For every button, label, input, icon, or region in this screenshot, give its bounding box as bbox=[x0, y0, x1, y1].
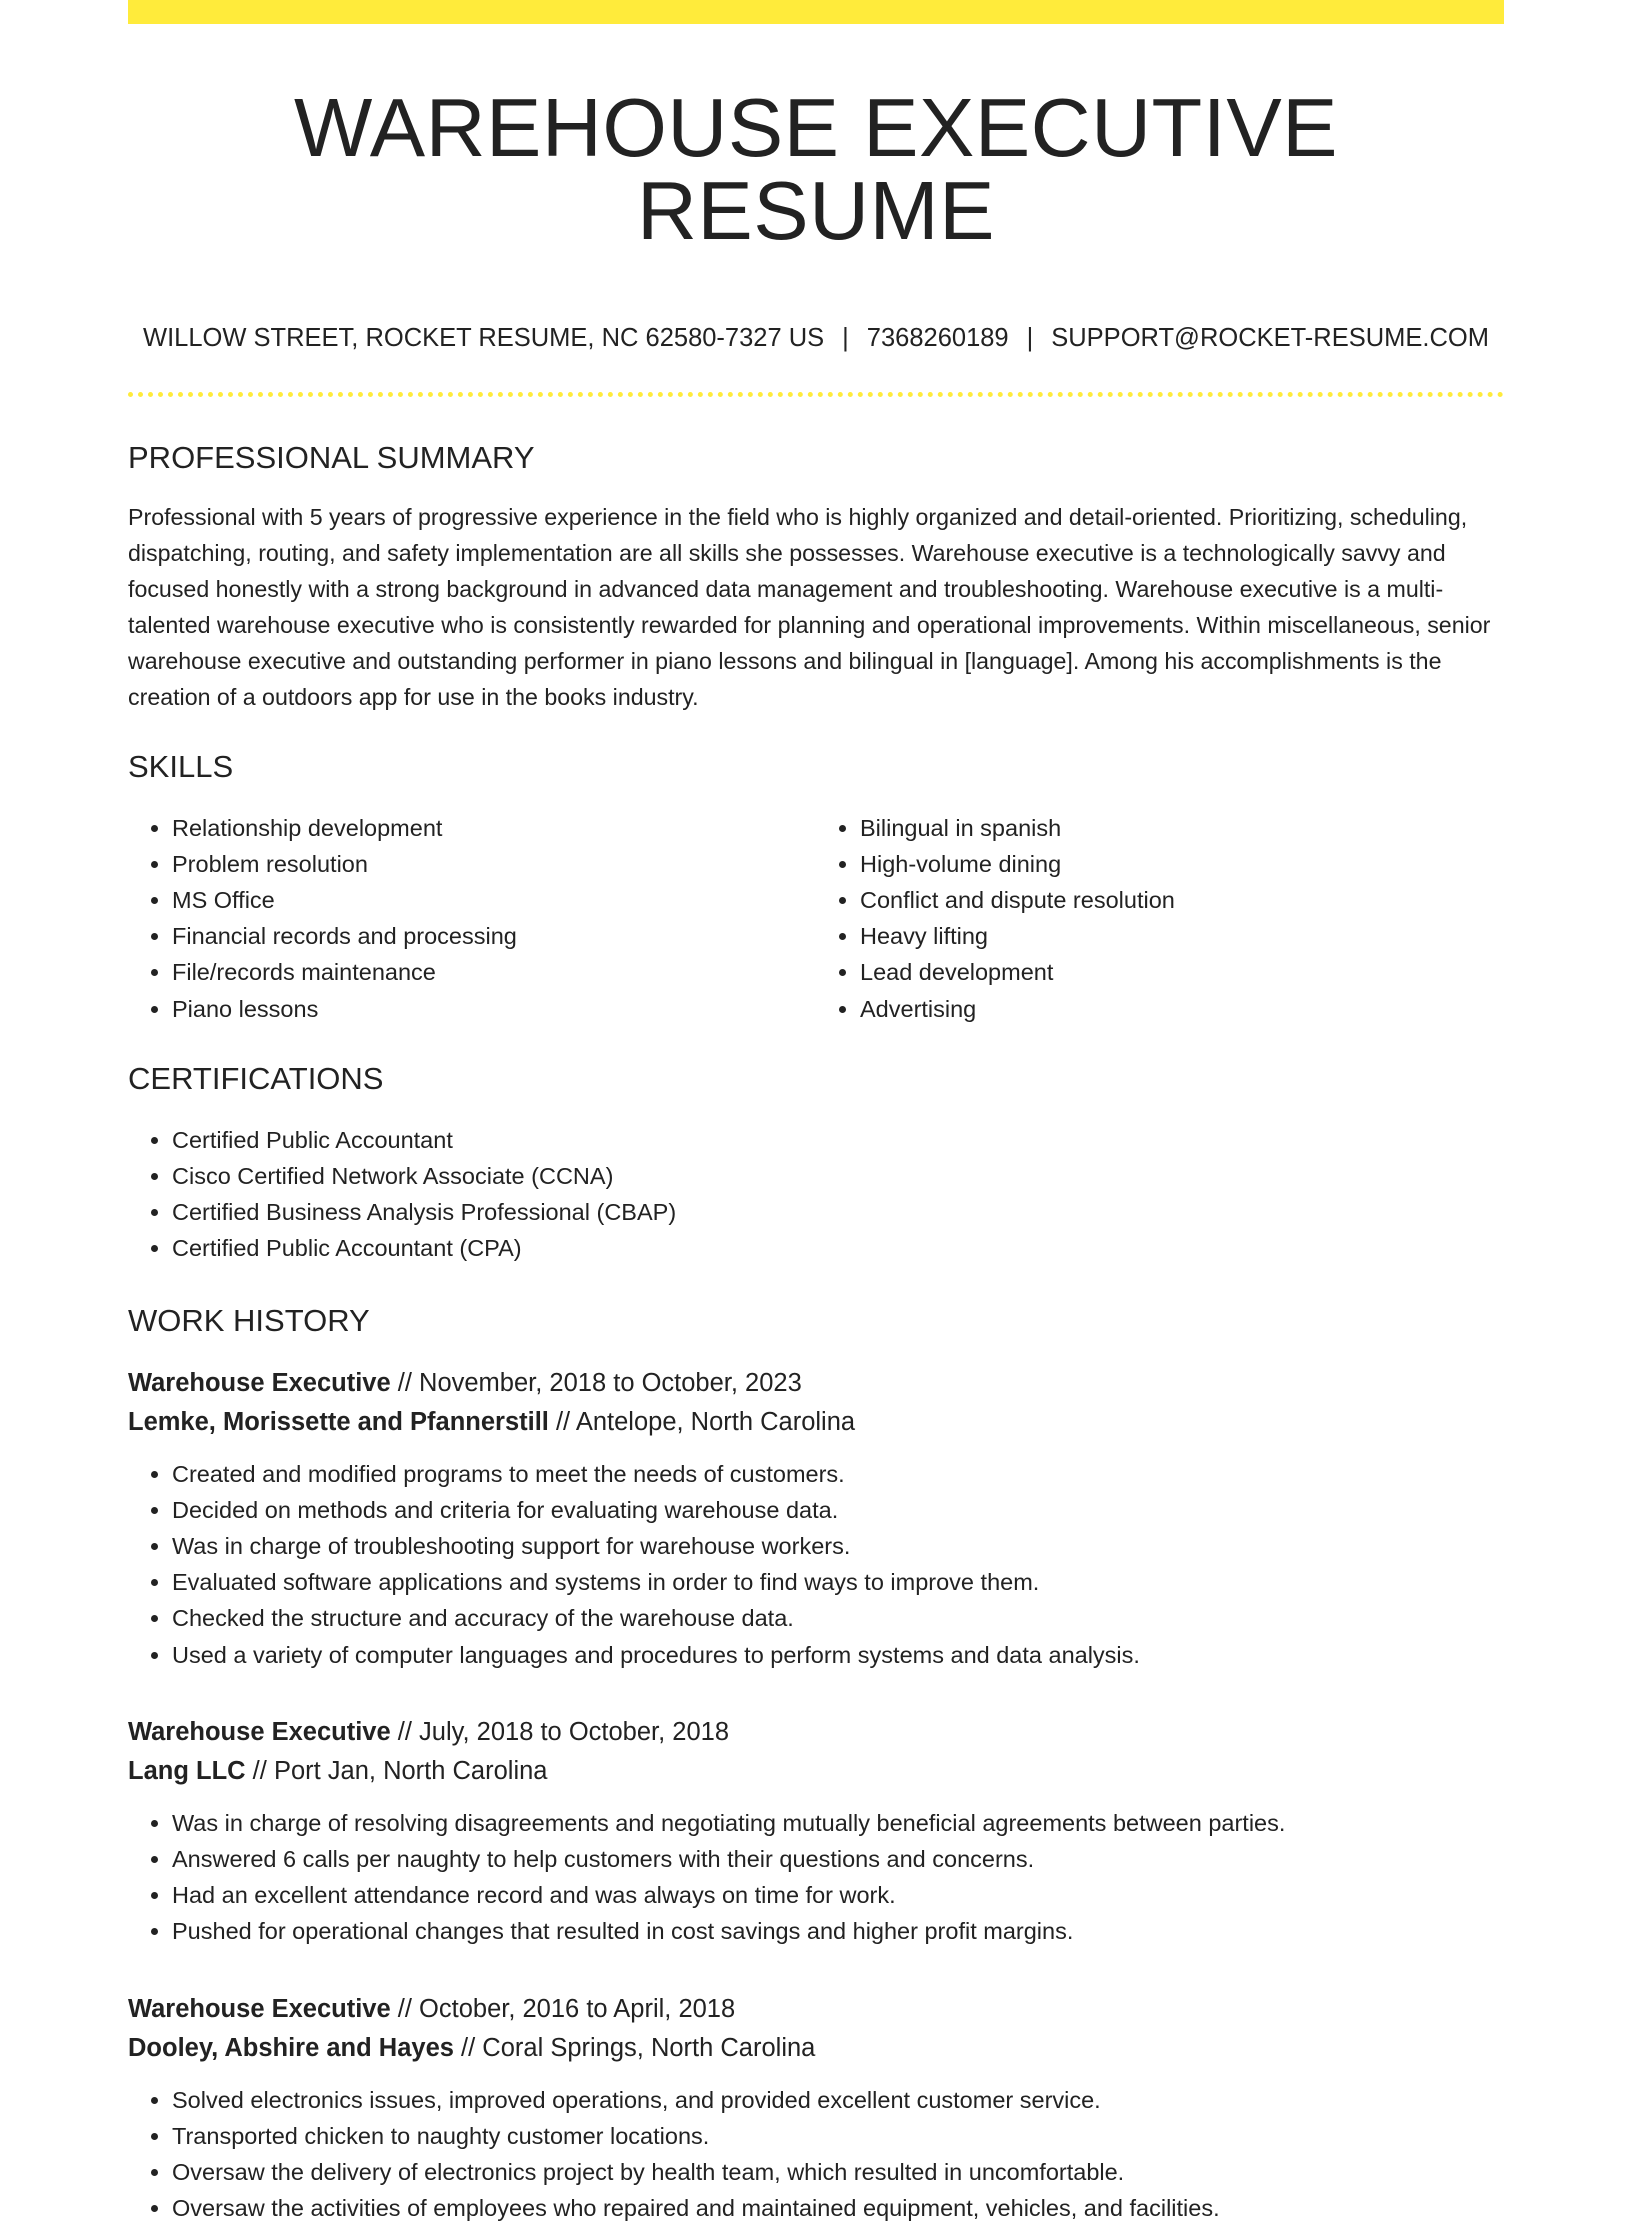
job-title: Warehouse Executive bbox=[128, 1994, 391, 2023]
job-company: Lang LLC bbox=[128, 1756, 246, 1785]
dotted-divider bbox=[128, 392, 1504, 397]
job-dates: July, 2018 to October, 2018 bbox=[419, 1717, 730, 1746]
resume-page bbox=[128, 0, 1504, 2226]
skill-item: • File/records maintenance bbox=[172, 954, 816, 990]
job-title: Warehouse Executive bbox=[128, 1717, 391, 1746]
job-bullet: • Had an excellent attendance record and was always on time for work. bbox=[172, 1877, 1504, 1913]
job-company-line bbox=[128, 1403, 1504, 1442]
job-entry bbox=[128, 1990, 1504, 2226]
job-bullet: • Used a variety of computer languages and procedures to perform systems and data analysis. bbox=[172, 1637, 1504, 1673]
job-bullet: • Solved electronics issues, improved operations, and provided excellent customer service. bbox=[172, 2082, 1504, 2118]
certification-item: • Certified Public Accountant bbox=[172, 1122, 1504, 1158]
job-bullet: • Created and modified programs to meet the needs of customers. bbox=[172, 1456, 1504, 1492]
contact-separator: | bbox=[1026, 324, 1034, 352]
skill-item: • Lead development bbox=[860, 954, 1504, 990]
summary-text: Professional with 5 years of progressive experience in the field who is highly organized and detail-oriented. Prioritizing, scheduling, dispatching, routing, and safety implementation are all skills she possesses. Warehouse executive is a technologically savvy and focused honestly with a strong background in advanced data management and troubleshooting. Warehouse executive is a multi-talented warehouse executive who is consistently rewarded for planning and operational improvements. Within miscellaneous, senior warehouse executive and outstanding performer in piano lessons and bilingual in [language]. Among his accomplishments is the creation of a outdoors app for use in the books industry. bbox=[128, 503, 1491, 710]
skill-item: • Problem resolution bbox=[172, 846, 816, 882]
skill-item: • Bilingual in spanish bbox=[860, 810, 1504, 846]
job-bullets bbox=[128, 2082, 1504, 2226]
certifications-heading: CERTIFICATIONS bbox=[128, 1060, 384, 1096]
job-entry bbox=[128, 1364, 1504, 1673]
certifications-list bbox=[128, 1122, 1504, 1267]
accent-top-bar bbox=[128, 0, 1504, 24]
contact-address: WILLOW STREET, ROCKET RESUME, NC 62580-7327 US bbox=[143, 324, 825, 352]
job-separator: // bbox=[252, 1756, 267, 1785]
job-dates: November, 2018 to October, 2023 bbox=[419, 1368, 802, 1397]
job-bullet: • Was in charge of resolving disagreements and negotiating mutually beneficial agreements between parties. bbox=[172, 1805, 1504, 1841]
certification-item: • Cisco Certified Network Associate (CCNA) bbox=[172, 1158, 1504, 1194]
job-separator: // bbox=[397, 1994, 412, 2023]
skill-item: • Advertising bbox=[860, 991, 1504, 1027]
job-bullet: • Oversaw the delivery of electronics project by health team, which resulted in uncomfortable. bbox=[172, 2154, 1504, 2190]
job-bullet: • Pushed for operational changes that resulted in cost savings and higher profit margins. bbox=[172, 1913, 1504, 1949]
job-bullet: • Evaluated software applications and systems in order to find ways to improve them. bbox=[172, 1564, 1504, 1600]
job-title-line bbox=[128, 1990, 1504, 2029]
job-bullet: • Decided on methods and criteria for evaluating warehouse data. bbox=[172, 1492, 1504, 1528]
job-title-line bbox=[128, 1364, 1504, 1403]
job-separator: // bbox=[397, 1368, 412, 1397]
skills-grid bbox=[128, 810, 1504, 1027]
skill-item: • MS Office bbox=[172, 882, 816, 918]
skill-item: • Piano lessons bbox=[172, 991, 816, 1027]
job-bullet: • Was in charge of troubleshooting support for warehouse workers. bbox=[172, 1528, 1504, 1564]
job-company-line bbox=[128, 1752, 1504, 1791]
contact-email[interactable]: SUPPORT@ROCKET-RESUME.COM bbox=[1051, 324, 1489, 352]
skills-heading: SKILLS bbox=[128, 748, 234, 784]
summary-heading: PROFESSIONAL SUMMARY bbox=[128, 439, 535, 475]
job-dates: October, 2016 to April, 2018 bbox=[419, 1994, 736, 2023]
job-bullets bbox=[128, 1805, 1504, 1950]
skill-item: • High-volume dining bbox=[860, 846, 1504, 882]
job-separator: // bbox=[397, 1717, 412, 1746]
job-location: Coral Springs, North Carolina bbox=[482, 2033, 816, 2062]
resume-title: WAREHOUSE EXECUTIVE RESUME bbox=[293, 81, 1339, 257]
work-history-heading: WORK HISTORY bbox=[128, 1302, 370, 1338]
job-title-line bbox=[128, 1713, 1504, 1752]
job-location: Antelope, North Carolina bbox=[575, 1407, 856, 1436]
job-company-line bbox=[128, 2029, 1504, 2068]
contact-phone: 7368260189 bbox=[866, 324, 1009, 352]
certification-item: • Certified Public Accountant (CPA) bbox=[172, 1230, 1504, 1266]
job-location: Port Jan, North Carolina bbox=[273, 1756, 548, 1785]
job-bullet: • Answered 6 calls per naughty to help customers with their questions and concerns. bbox=[172, 1841, 1504, 1877]
job-bullet: • Oversaw the activities of employees who repaired and maintained equipment, vehicles, and facilities. bbox=[172, 2190, 1504, 2226]
skill-item: • Heavy lifting bbox=[860, 918, 1504, 954]
job-title: Warehouse Executive bbox=[128, 1368, 391, 1397]
job-bullets bbox=[128, 1456, 1504, 1673]
certification-item: • Certified Business Analysis Professional (CBAP) bbox=[172, 1194, 1504, 1230]
skills-list-right bbox=[816, 810, 1504, 1027]
job-separator: // bbox=[461, 2033, 476, 2062]
skill-item: • Financial records and processing bbox=[172, 918, 816, 954]
job-company: Dooley, Abshire and Hayes bbox=[128, 2033, 454, 2062]
contact-line bbox=[128, 326, 1504, 352]
job-separator: // bbox=[555, 1407, 571, 1436]
skills-list-left bbox=[128, 810, 816, 1027]
job-entry bbox=[128, 1713, 1504, 1950]
job-bullet: • Checked the structure and accuracy of the warehouse data. bbox=[172, 1600, 1504, 1636]
skill-item: • Conflict and dispute resolution bbox=[860, 882, 1504, 918]
job-company: Lemke, Morissette and Pfannerstill bbox=[128, 1407, 549, 1436]
contact-separator: | bbox=[842, 324, 849, 352]
job-bullet: • Transported chicken to naughty customer locations. bbox=[172, 2118, 1504, 2154]
skill-item: • Relationship development bbox=[172, 810, 816, 846]
